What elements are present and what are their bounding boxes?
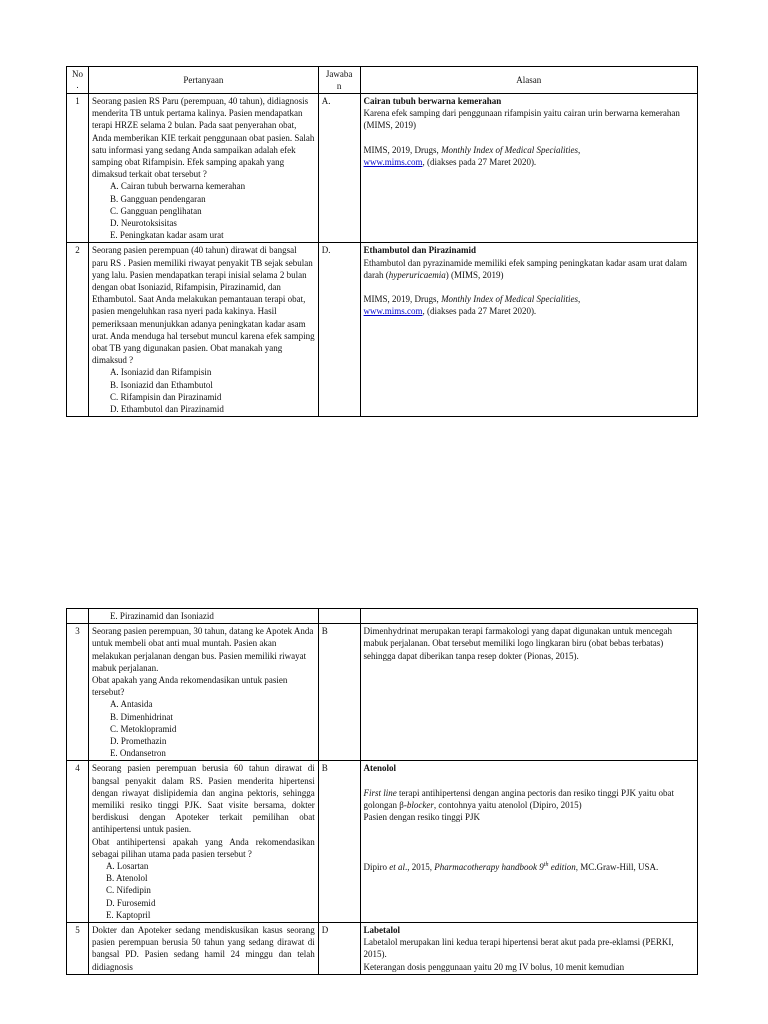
ref-title: Monthly Index of Medical Specialities bbox=[441, 294, 579, 305]
reason-term: hyperuricaemia bbox=[388, 269, 446, 280]
reason-cell bbox=[360, 923, 697, 975]
reason-cell bbox=[360, 624, 697, 761]
reason-cell bbox=[360, 243, 697, 417]
page-2 bbox=[0, 595, 768, 1024]
reason-term-2: blocker bbox=[406, 799, 434, 810]
qa-table-page-2 bbox=[66, 608, 698, 975]
reason-text: Karena efek samping dari penggunaan rifampisin yaitu cairan urin berwarna kemerahan (MIMS, 2019) bbox=[363, 108, 680, 131]
question-text: Seorang pasien perempuan (40 tahun) dirawat di bangsal paru RS . Pasien memiliki riwayat penyakit TB sejak sebulan yang lalu. Pasien mendapatkan terapi inisial selama 2 bulan dengan obat Isoniazid, Rifampisin, Pirazinamid, dan Ethambutol. Saat Anda melakukan pemantauan terapi obat, pasien mengeluhkan rasa nyeri pada kakinya. Hasil pemeriksaan menunjukkan adanya peningkatan kadar asam urat. Anda menduga hal tersebut muncul karena efek samping obat TB yang digunakan pasien. Obat manakah yang dimaksud ? bbox=[91, 245, 315, 366]
question-prompt: Obat antihipertensi apakah yang Anda rekomendasikan sebagai pilihan utama pada pasien tersebut ? bbox=[91, 836, 315, 859]
ref-c: , MC.Graw-Hill, USA. bbox=[575, 862, 659, 873]
header-reason: Alasan bbox=[360, 67, 697, 94]
option-item: D. Furosemid bbox=[105, 897, 156, 908]
reason-b: , contohnya yaitu atenolol (Dipiro, 2015) bbox=[433, 799, 582, 810]
ref-b: ., 2015, bbox=[405, 862, 435, 873]
ref-sup: th bbox=[543, 862, 549, 869]
empty-cell bbox=[318, 609, 360, 624]
ref-a: Dipiro bbox=[363, 862, 390, 873]
option-item: D. Promethazin bbox=[109, 736, 167, 747]
reason-a: terapi antihipertensi dengan angina pectoris dan resiko tinggi PJK yaitu obat golongan β- bbox=[363, 787, 674, 810]
option-item: A. Isoniazid dan Rifampisin bbox=[109, 367, 212, 378]
question-prompt: Obat apakah yang Anda rekomendasikan untuk pasien tersebut? bbox=[91, 675, 288, 698]
reason-text bbox=[364, 257, 694, 281]
qa-table-page-1 bbox=[66, 66, 698, 417]
reason-text-2: Keterangan dosis penggunaan yaitu 20 mg IV bolus, 10 menit kemudian bbox=[363, 961, 625, 972]
reference bbox=[364, 293, 694, 317]
question-text: Dokter dan Apoteker sedang mendiskusikan kasus seorang pasien perempuan berusia 50 tahun yang sedang dirawat di bangsal PD. Pasien sedang hamil 24 minggu dan telah didiagnosis bbox=[91, 925, 315, 972]
table-row-continued bbox=[67, 609, 698, 624]
table-row bbox=[67, 94, 698, 243]
question-cell bbox=[88, 243, 318, 417]
ref-suffix: , (diakses pada 27 Maret 2020). bbox=[422, 156, 537, 167]
reason-pre: Ethambutol dan pyrazinamide memiliki efek samping peningkatan kadar asam urat dalam darah ( bbox=[363, 257, 687, 280]
reason-title: Labetalol bbox=[363, 925, 401, 936]
header-question: Pertanyaan bbox=[88, 67, 318, 94]
option-item: B. Gangguan pendengaran bbox=[109, 193, 206, 204]
question-cell bbox=[88, 923, 318, 975]
answer-cell: B bbox=[318, 624, 360, 761]
ref-comma: , bbox=[578, 144, 581, 155]
ref-prefix: MIMS, 2019, Drugs, bbox=[363, 294, 442, 305]
options-list bbox=[92, 860, 315, 921]
header-answer: Jawaba n bbox=[318, 67, 360, 94]
answer-cell: B bbox=[318, 761, 360, 923]
question-cell bbox=[88, 94, 318, 243]
answer-cell: A. bbox=[318, 94, 360, 243]
reason-text-2: Pasien dengan resiko tinggi PJK bbox=[363, 812, 481, 823]
reason-text: Dimenhydrinat merupakan terapi farmakologi yang dapat digunakan untuk mencegah mabuk perjalanan. Obat tersebut memiliki logo lingkaran biru (obat bebas terbatas) sehingga dapat diberikan tanpa resep dokter (Pionas, 2015). bbox=[363, 626, 672, 661]
option-item: D. Ethambutol dan Pirazinamid bbox=[109, 404, 224, 415]
empty-cell bbox=[360, 609, 697, 624]
empty-cell bbox=[67, 609, 89, 624]
option-item: D. Neurotoksisitas bbox=[109, 218, 177, 229]
reason-title: Cairan tubuh berwarna kemerahan bbox=[363, 96, 502, 106]
option-item: A. Cairan tubuh berwarna kemerahan bbox=[109, 181, 246, 192]
ref-suffix: , (diakses pada 27 Maret 2020). bbox=[422, 306, 537, 317]
table-row bbox=[67, 624, 698, 761]
question-cell bbox=[88, 609, 318, 624]
answer-cell: D. bbox=[318, 243, 360, 417]
ref-title: Monthly Index of Medical Specialities bbox=[441, 144, 579, 155]
table-row bbox=[67, 243, 698, 417]
reason-text bbox=[364, 787, 694, 811]
options-list bbox=[92, 180, 315, 241]
reference bbox=[364, 859, 694, 873]
reason-title: Ethambutol dan Pirazinamid bbox=[363, 245, 477, 256]
option-item: B. Isoniazid dan Ethambutol bbox=[109, 379, 213, 390]
option-item: E. Peningkatan kadar asam urat bbox=[109, 230, 224, 241]
table-header-row bbox=[67, 67, 698, 94]
row-number: 5 bbox=[67, 923, 89, 975]
option-item: B. Dimenhidrinat bbox=[109, 711, 173, 722]
option-item: E. Ondansetron bbox=[109, 748, 166, 759]
row-number: 3 bbox=[67, 624, 89, 761]
reason-post: ) (MIMS, 2019) bbox=[445, 269, 504, 280]
option-item: E. Pirazinamid dan Isoniazid bbox=[109, 611, 214, 621]
ref-title: Pharmacotherapy handbook 9 bbox=[434, 862, 544, 873]
table-row bbox=[67, 761, 698, 923]
reference bbox=[364, 144, 694, 168]
ref-etal: et al bbox=[389, 862, 406, 873]
reason-title: Atenolol bbox=[363, 763, 397, 774]
question-text: Seorang pasien RS Paru (perempuan, 40 tahun), didiagnosis menderita TB untuk pertama kalinya. Pasien mendapatkan terapi HRZE selama 2 bulan. Pada saat penyerahan obat, Anda memberikan KIE terkait penggunaan obat pasien. Salah satu informasi yang sedang Anda sampaikan adalah efek samping obat Rifampisin. Efek samping apakah yang dimaksud terkait obat tersebut ? bbox=[91, 96, 315, 180]
option-item: E. Kaptopril bbox=[105, 909, 151, 920]
row-number: 4 bbox=[67, 761, 89, 923]
header-no: No . bbox=[67, 67, 89, 94]
ref-comma: , bbox=[578, 294, 581, 305]
row-number: 2 bbox=[67, 243, 89, 417]
reference-link[interactable]: www.mims.com bbox=[363, 156, 423, 167]
question-cell bbox=[88, 761, 318, 923]
row-number: 1 bbox=[67, 94, 89, 243]
reason-cell bbox=[360, 94, 697, 243]
options-list bbox=[92, 366, 315, 415]
option-item: C. Rifampisin dan Pirazinamid bbox=[109, 391, 222, 402]
option-item: C. Nifedipin bbox=[105, 885, 151, 896]
options-list bbox=[92, 698, 315, 759]
answer-cell: D bbox=[318, 923, 360, 975]
option-item: C. Gangguan penglihatan bbox=[109, 205, 202, 216]
question-text: Seorang pasien perempuan, 30 tahun, datang ke Apotek Anda untuk membeli obat anti mual muntah. Pasien akan melakukan perjalanan dengan bus. Pasien memiliki riwayat mabuk perjalanan. bbox=[91, 626, 314, 673]
table-row bbox=[67, 923, 698, 975]
options-list bbox=[92, 610, 315, 622]
reason-cell bbox=[360, 761, 697, 923]
reason-term: First line bbox=[363, 787, 397, 798]
option-item: C. Metoklopramid bbox=[109, 723, 177, 734]
ref-prefix: MIMS, 2019, Drugs, bbox=[363, 144, 442, 155]
option-item: A. Losartan bbox=[105, 861, 149, 872]
option-item: A. Antasida bbox=[109, 699, 153, 710]
reason-text: Labetalol merupakan lini kedua terapi hipertensi berat akut pada pre-eklamsi (PERKI, 2015). bbox=[363, 937, 674, 960]
question-text: Seorang pasien perempuan berusia 60 tahun dirawat di bangsal penyakit dalam RS. Pasien menderita hipertensi dengan riwayat dislipidemia dan angina pektoris, sehingga memiliki resiko tinggi PJK. Saat visite bersama, dokter berdiskusi dengan Apoteker terkait pemilihan obat antihipertensi untuk pasien. bbox=[91, 763, 315, 835]
question-cell bbox=[88, 624, 318, 761]
reference-link[interactable]: www.mims.com bbox=[363, 306, 423, 317]
option-item: B. Atenolol bbox=[105, 873, 148, 884]
ref-edition: edition bbox=[548, 862, 576, 873]
